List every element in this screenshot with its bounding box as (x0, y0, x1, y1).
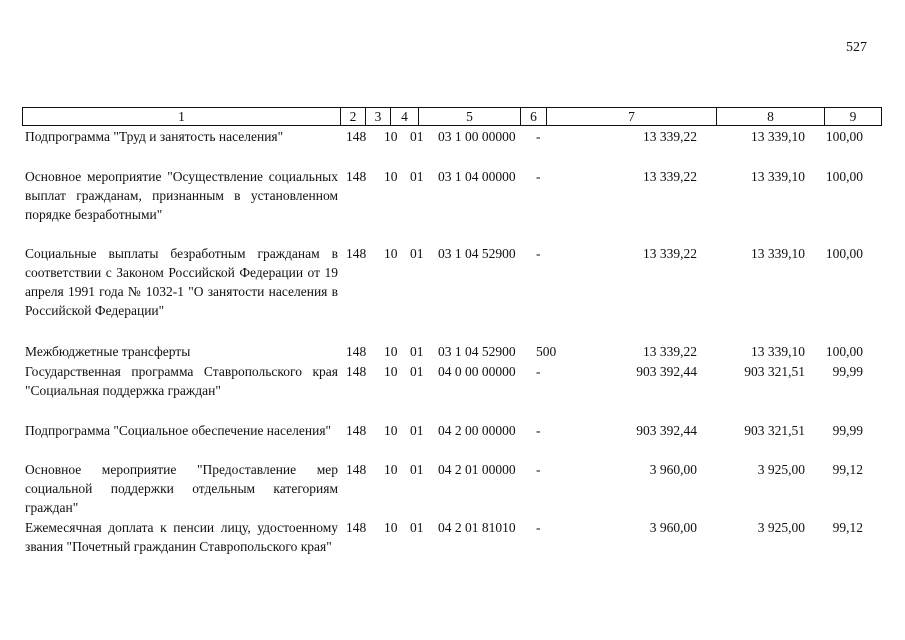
row-code-3: 10 (384, 344, 398, 359)
column-header: 8 (717, 108, 825, 126)
row-code-2: 148 (346, 364, 367, 379)
row-percent-9: 100,00 (825, 129, 863, 144)
row-code-2: 148 (346, 246, 367, 261)
row-name: Государственная программа Ставропольского края "Социальная поддержка граждан" (25, 364, 338, 398)
row-amount-7: 13 339,22 (643, 129, 697, 144)
row-code-2: 148 (346, 520, 367, 535)
row-code-4: 01 (410, 462, 424, 477)
row-amount-7: 13 339,22 (643, 169, 697, 184)
row-code-5: 03 1 04 00000 (438, 169, 516, 184)
row-code-5: 04 2 00 00000 (438, 423, 516, 438)
row-code-4: 01 (410, 129, 424, 144)
row-code-6: 500 (536, 344, 557, 359)
row-code-5: 03 1 00 00000 (438, 129, 516, 144)
row-code-6: - (536, 364, 541, 379)
row-percent-9: 100,00 (825, 246, 863, 261)
row-percent-9: 100,00 (825, 344, 863, 359)
row-code-5: 03 1 04 52900 (438, 246, 516, 261)
row-code-2: 148 (346, 462, 367, 477)
row-code-3: 10 (384, 129, 398, 144)
row-amount-8: 13 339,10 (751, 169, 805, 184)
column-header: 9 (825, 108, 882, 126)
row-amount-8: 3 925,00 (757, 520, 805, 535)
row-amount-8: 13 339,10 (751, 129, 805, 144)
row-code-6: - (536, 520, 541, 535)
row-code-4: 01 (410, 246, 424, 261)
row-code-3: 10 (384, 364, 398, 379)
row-code-4: 01 (410, 520, 424, 535)
row-percent-9: 99,99 (832, 364, 863, 379)
row-code-3: 10 (384, 423, 398, 438)
row-amount-8: 903 321,51 (744, 423, 805, 438)
row-code-2: 148 (346, 169, 367, 184)
column-header: 5 (419, 108, 521, 126)
column-header: 4 (391, 108, 419, 126)
row-percent-9: 99,99 (832, 423, 863, 438)
row-name: Основное мероприятие "Предоставление мер социальной поддержки отдельным категориям граждан" (25, 462, 338, 515)
row-code-3: 10 (384, 462, 398, 477)
row-code-6: - (536, 129, 541, 144)
row-amount-8: 903 321,51 (744, 364, 805, 379)
row-amount-8: 3 925,00 (757, 462, 805, 477)
row-code-2: 148 (346, 423, 367, 438)
row-amount-8: 13 339,10 (751, 344, 805, 359)
row-amount-7: 13 339,22 (643, 344, 697, 359)
row-name: Ежемесячная доплата к пенсии лицу, удостоенному звания "Почетный гражданин Ставропольского края" (25, 520, 338, 554)
row-amount-7: 903 392,44 (636, 364, 697, 379)
row-code-3: 10 (384, 169, 398, 184)
row-percent-9: 99,12 (832, 520, 863, 535)
row-code-6: - (536, 423, 541, 438)
row-code-5: 04 0 00 00000 (438, 364, 516, 379)
row-name: Основное мероприятие "Осуществление социальных выплат гражданам, признанным в установленном порядке безработными" (25, 169, 338, 222)
page-number: 527 (846, 40, 867, 55)
row-code-4: 01 (410, 364, 424, 379)
row-name: Социальные выплаты безработным гражданам в соответствии с Законом Российской Федерации от 19 апреля 1991 года № 1032-1 "О занятости населения в Российской Федерации" (25, 246, 338, 318)
row-code-6: - (536, 462, 541, 477)
row-code-4: 01 (410, 423, 424, 438)
row-amount-7: 13 339,22 (643, 246, 697, 261)
column-header: 7 (547, 108, 717, 126)
row-code-3: 10 (384, 246, 398, 261)
row-amount-7: 3 960,00 (649, 462, 697, 477)
row-code-2: 148 (346, 129, 367, 144)
row-code-6: - (536, 169, 541, 184)
row-amount-7: 903 392,44 (636, 423, 697, 438)
row-name: Подпрограмма "Социальное обеспечение населения" (25, 423, 332, 438)
row-code-5: 04 2 01 81010 (438, 520, 516, 535)
column-header: 6 (521, 108, 547, 126)
column-header: 1 (23, 108, 341, 126)
row-percent-9: 100,00 (825, 169, 863, 184)
row-name: Подпрограмма "Труд и занятость населения" (25, 129, 284, 144)
row-code-5: 04 2 01 00000 (438, 462, 516, 477)
row-code-3: 10 (384, 520, 398, 535)
row-code-6: - (536, 246, 541, 261)
row-name: Межбюджетные трансферты (25, 344, 191, 359)
row-code-4: 01 (410, 344, 424, 359)
row-amount-8: 13 339,10 (751, 246, 805, 261)
row-amount-7: 3 960,00 (649, 520, 697, 535)
row-code-2: 148 (346, 344, 367, 359)
row-code-5: 03 1 04 52900 (438, 344, 516, 359)
column-header: 2 (341, 108, 366, 126)
row-percent-9: 99,12 (832, 462, 863, 477)
column-header: 3 (366, 108, 391, 126)
row-code-4: 01 (410, 169, 424, 184)
